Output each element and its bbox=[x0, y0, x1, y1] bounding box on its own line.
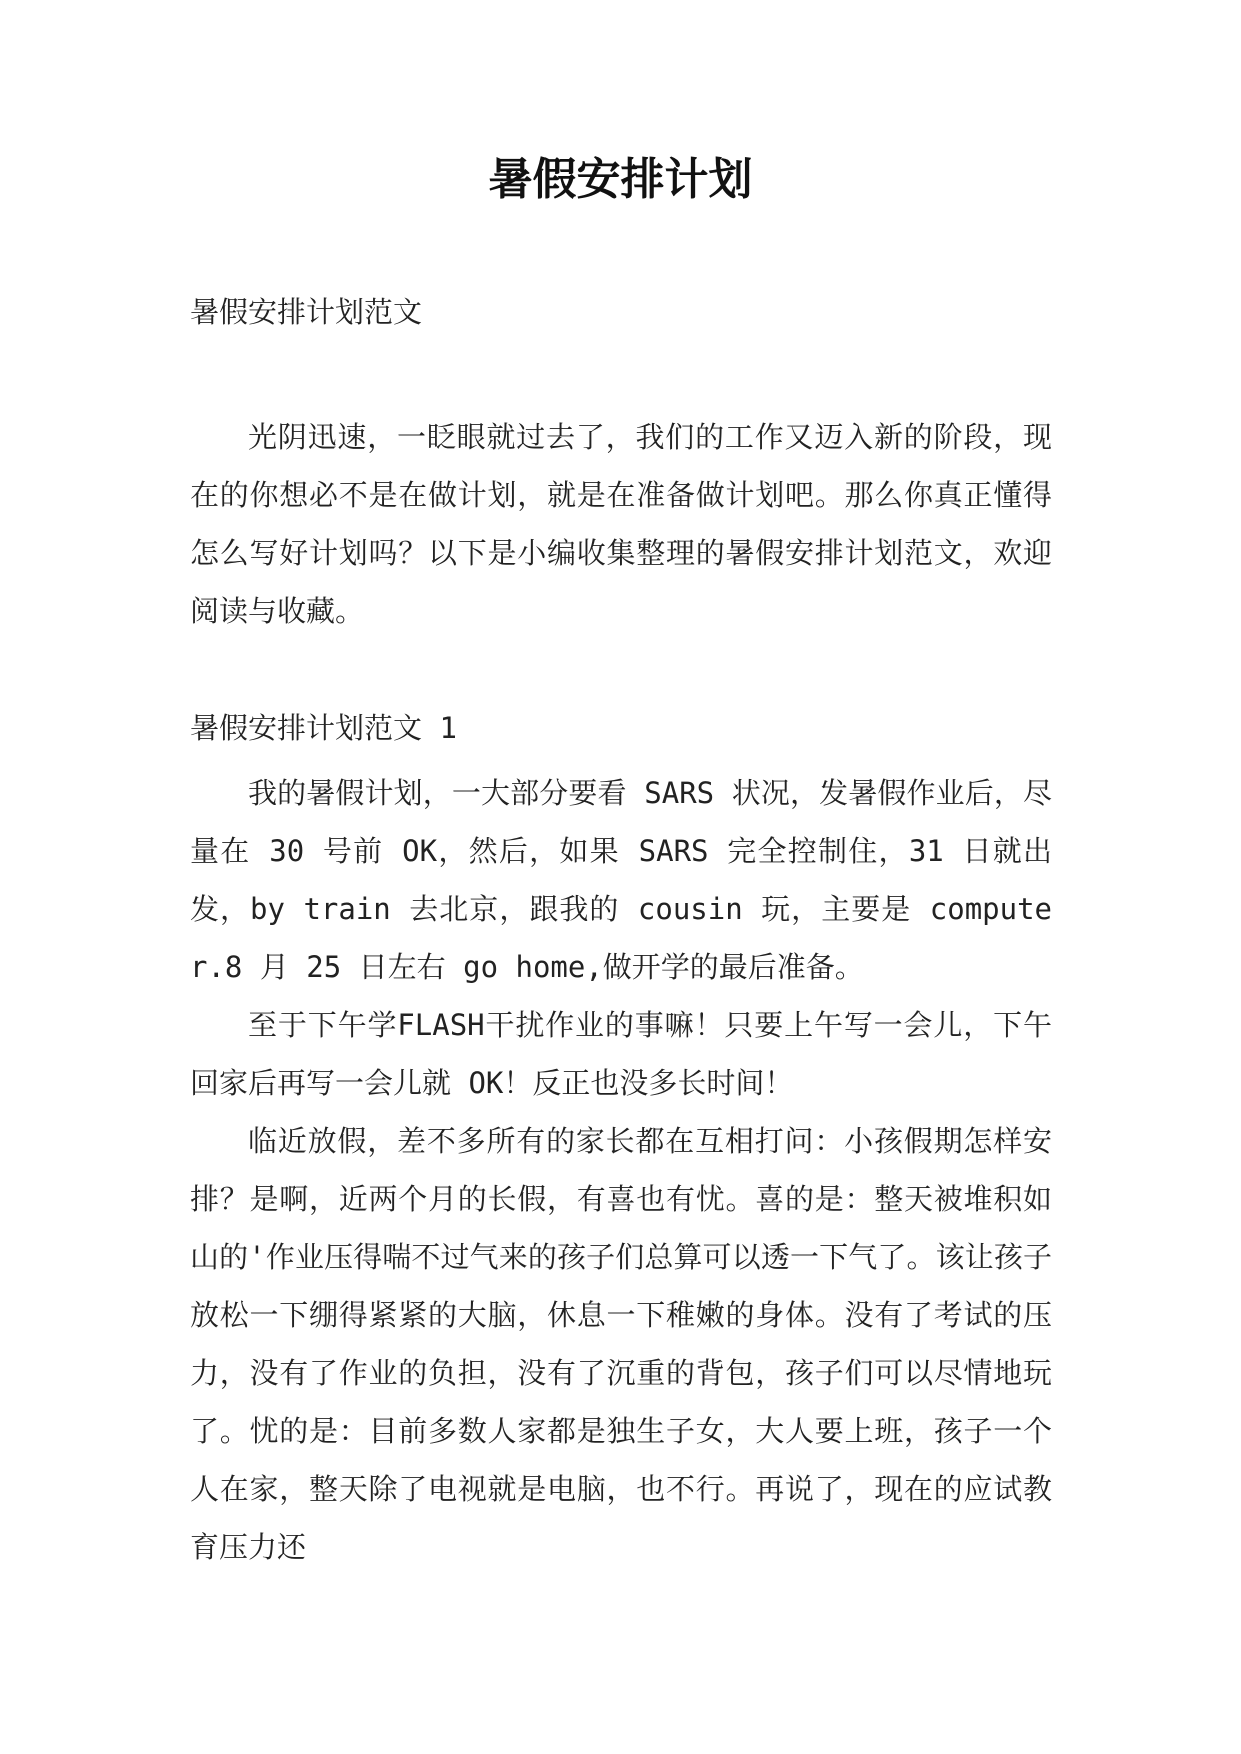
document-body bbox=[190, 290, 1052, 1576]
section-heading: 暑假安排计划范文 1 bbox=[190, 711, 457, 745]
body-paragraph: 我的暑假计划，一大部分要看 SARS 状况，发暑假作业后，尽量在 30 号前 OK，然后，如果 SARS 完全控制住，31 日就出发，by train 去北京，跟我的 cousin 玩，主要是 computer.8 月 25 日左右 go home,做开学的最后准备。 bbox=[190, 776, 1052, 984]
intro-paragraph: 光阴迅速，一眨眼就过去了，我们的工作又迈入新的阶段，现在的你想必不是在做计划，就是在准备做计划吧。那么你真正懂得怎么写好计划吗？以下是小编收集整理的暑假安排计划范文，欢迎阅读与收藏。 bbox=[190, 420, 1052, 628]
document-subtitle: 暑假安排计划范文 bbox=[190, 295, 423, 329]
document-title: 暑假安排计划 bbox=[488, 154, 753, 205]
body-paragraph: 临近放假，差不多所有的家长都在互相打问：小孩假期怎样安排？是啊，近两个月的长假，有喜也有忧。喜的是：整天被堆积如山的'作业压得喘不过气来的孩子们总算可以透一下气了。该让孩子放松一下绷得紧紧的大脑，休息一下稚嫩的身体。没有了考试的压力，没有了作业的负担，没有了沉重的背包，孩子们可以尽情地玩了。忧的是：目前多数人家都是独生子女，大人要上班，孩子一个人在家，整天除了电视就是电脑，也不行。再说了，现在的应试教育压力还 bbox=[190, 1124, 1052, 1564]
body-paragraph: 至于下午学FLASH干扰作业的事嘛！只要上午写一会儿，下午回家后再写一会儿就 OK！反正也没多长时间！ bbox=[190, 1008, 1052, 1100]
